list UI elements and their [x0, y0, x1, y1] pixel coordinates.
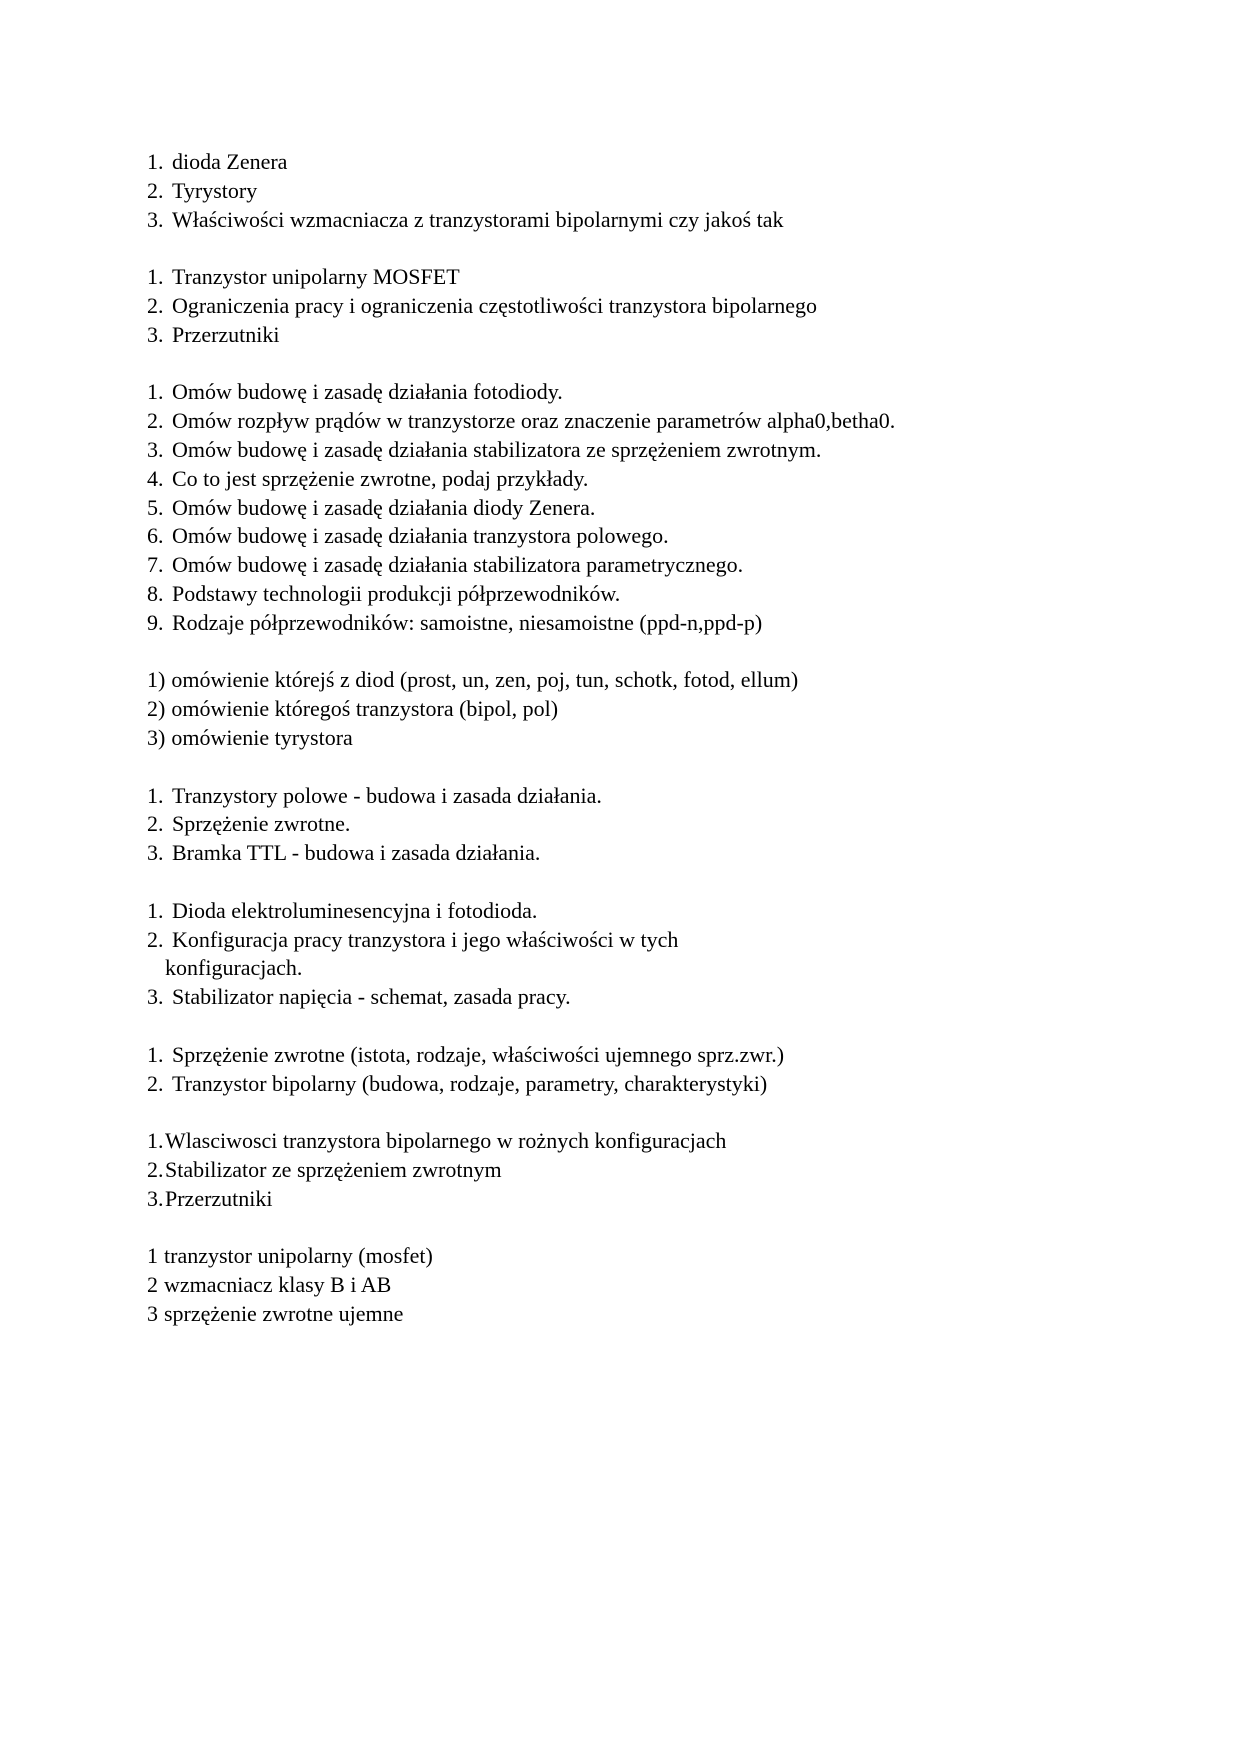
item-text: Stabilizator ze sprzężeniem zwrotnym: [165, 1156, 502, 1182]
item-number: 2.: [147, 292, 164, 318]
item-text: sprzężenie zwrotne ujemne: [164, 1300, 404, 1326]
question-set-4: [147, 666, 1147, 752]
item-number: 3.: [147, 206, 164, 232]
item-number: 3: [147, 1300, 158, 1326]
list-item: [147, 321, 1147, 350]
list-item: [147, 897, 1147, 926]
list-item: [147, 580, 1147, 609]
item-text: tranzystor unipolarny (mosfet): [164, 1243, 433, 1269]
item-text: Omów rozpływ prądów w tranzystorze oraz znaczenie parametrów alpha0,betha0.: [172, 408, 896, 434]
list-item: [147, 695, 1147, 724]
item-number: 1.: [147, 149, 164, 174]
list-item: [147, 263, 1147, 292]
question-set-8: [147, 1127, 1147, 1213]
item-number: 1: [147, 1243, 158, 1269]
list-item: [147, 810, 1147, 839]
item-text: Konfiguracja pracy tranzystora i jego właściwości w tych: [172, 926, 679, 952]
item-number: 3.: [147, 1185, 164, 1211]
list-item: [147, 983, 1147, 1012]
list-item: [147, 148, 1147, 177]
item-number: 1.: [147, 782, 164, 808]
question-set-3: [147, 378, 1147, 637]
list-item: [147, 1185, 1147, 1214]
item-number: 3.: [147, 984, 164, 1010]
list-item: [147, 551, 1147, 580]
item-text: Tranzystor bipolarny (budowa, rodzaje, parametry, charakterystyki): [172, 1070, 768, 1096]
document-body: [147, 148, 1147, 1357]
item-number: 4.: [147, 465, 164, 491]
list-item: [147, 378, 1147, 407]
item-text: Omów budowę i zasadę działania tranzystora polowego.: [172, 523, 669, 549]
item-text: omówienie którejś z diod (prost, un, zen, poj, tun, schotk, fotod, ellum): [171, 667, 799, 693]
question-set-9: [147, 1242, 1147, 1328]
item-number: 2): [147, 696, 166, 722]
item-text: Przerzutniki: [165, 1185, 273, 1211]
list-item: [147, 494, 1147, 523]
list-item: [147, 1242, 1147, 1271]
item-text: Podstawy technologii produkcji półprzewodników.: [172, 580, 621, 606]
item-number: 1.: [147, 379, 164, 405]
item-number: 1.: [147, 1041, 164, 1067]
list-item-continuation: konfiguracjach.: [165, 955, 303, 981]
item-number: 1.: [147, 897, 164, 923]
list-item: [147, 1156, 1147, 1185]
item-text: Bramka TTL - budowa i zasada działania.: [172, 840, 541, 866]
item-text: Przerzutniki: [172, 321, 280, 347]
item-text: Sprzężenie zwrotne (istota, rodzaje, właściwości ujemnego sprz.zwr.): [172, 1041, 785, 1067]
item-number: 7.: [147, 552, 164, 578]
item-number: 1.: [147, 1128, 164, 1154]
list-item: [147, 436, 1147, 465]
item-text: dioda Zenera: [172, 149, 288, 174]
list-item: [147, 177, 1147, 206]
item-number: 2.: [147, 177, 164, 203]
list-item: [147, 407, 1147, 436]
item-text: Omów budowę i zasadę działania stabilizatora parametrycznego.: [172, 552, 744, 578]
item-text: Omów budowę i zasadę działania diody Zenera.: [172, 494, 596, 520]
item-number: 9.: [147, 609, 164, 635]
list-item: [147, 609, 1147, 638]
item-number: 2: [147, 1272, 158, 1298]
question-set-6: [147, 897, 1147, 1012]
item-number: 2.: [147, 408, 164, 434]
question-set-2: [147, 263, 1147, 349]
question-set-5: [147, 782, 1147, 868]
item-text: omówienie tyrystora: [171, 724, 353, 750]
list-item: [147, 292, 1147, 321]
item-text: Dioda elektroluminesencyjna i fotodioda.: [172, 897, 538, 923]
item-number: 1): [147, 667, 166, 693]
item-text: Tranzystory polowe - budowa i zasada działania.: [172, 782, 602, 808]
item-number: 2.: [147, 1156, 164, 1182]
list-item: [147, 522, 1147, 551]
item-number: 3.: [147, 840, 164, 866]
list-item: [147, 206, 1147, 235]
list-item: [147, 666, 1147, 695]
item-text: Co to jest sprzężenie zwrotne, podaj przykłady.: [172, 465, 589, 491]
question-set-7: [147, 1041, 1147, 1099]
item-text: Ograniczenia pracy i ograniczenia częstotliwości tranzystora bipolarnego: [172, 292, 818, 318]
item-number: 2.: [147, 926, 164, 952]
list-item: [147, 782, 1147, 811]
item-text: Tranzystor unipolarny MOSFET: [172, 264, 460, 290]
item-number: 6.: [147, 523, 164, 549]
list-item: [147, 465, 1147, 494]
question-set-1: [147, 148, 1147, 234]
item-number: 1.: [147, 264, 164, 290]
item-text: Omów budowę i zasadę działania stabilizatora ze sprzężeniem zwrotnym.: [172, 436, 822, 462]
item-number: 8.: [147, 580, 164, 606]
list-item: [147, 1127, 1147, 1156]
item-text: Sprzężenie zwrotne.: [172, 811, 351, 837]
item-text: Tyrystory: [172, 177, 258, 203]
item-text: Rodzaje półprzewodników: samoistne, niesamoistne (ppd-n,ppd-p): [172, 609, 763, 635]
list-item: [147, 926, 1147, 955]
item-number: 3.: [147, 321, 164, 347]
item-number: 2.: [147, 1070, 164, 1096]
item-text: Omów budowę i zasadę działania fotodiody.: [172, 379, 563, 405]
list-item: [147, 839, 1147, 868]
list-item: [147, 724, 1147, 753]
item-text: Wlasciwosci tranzystora bipolarnego w rożnych konfiguracjach: [165, 1128, 727, 1154]
item-number: 2.: [147, 811, 164, 837]
list-item: [147, 1070, 1147, 1099]
item-number: 3): [147, 724, 166, 750]
list-item: [147, 1041, 1147, 1070]
item-number: 3.: [147, 436, 164, 462]
item-text: omówienie któregoś tranzystora (bipol, pol): [171, 696, 559, 722]
item-text: Stabilizator napięcia - schemat, zasada pracy.: [172, 984, 571, 1010]
item-number: 5.: [147, 494, 164, 520]
item-text: Właściwości wzmacniacza z tranzystorami bipolarnymi czy jakoś tak: [172, 206, 784, 232]
list-item: [147, 1300, 1147, 1329]
item-text: wzmacniacz klasy B i AB: [164, 1272, 392, 1298]
list-item: [147, 1271, 1147, 1300]
